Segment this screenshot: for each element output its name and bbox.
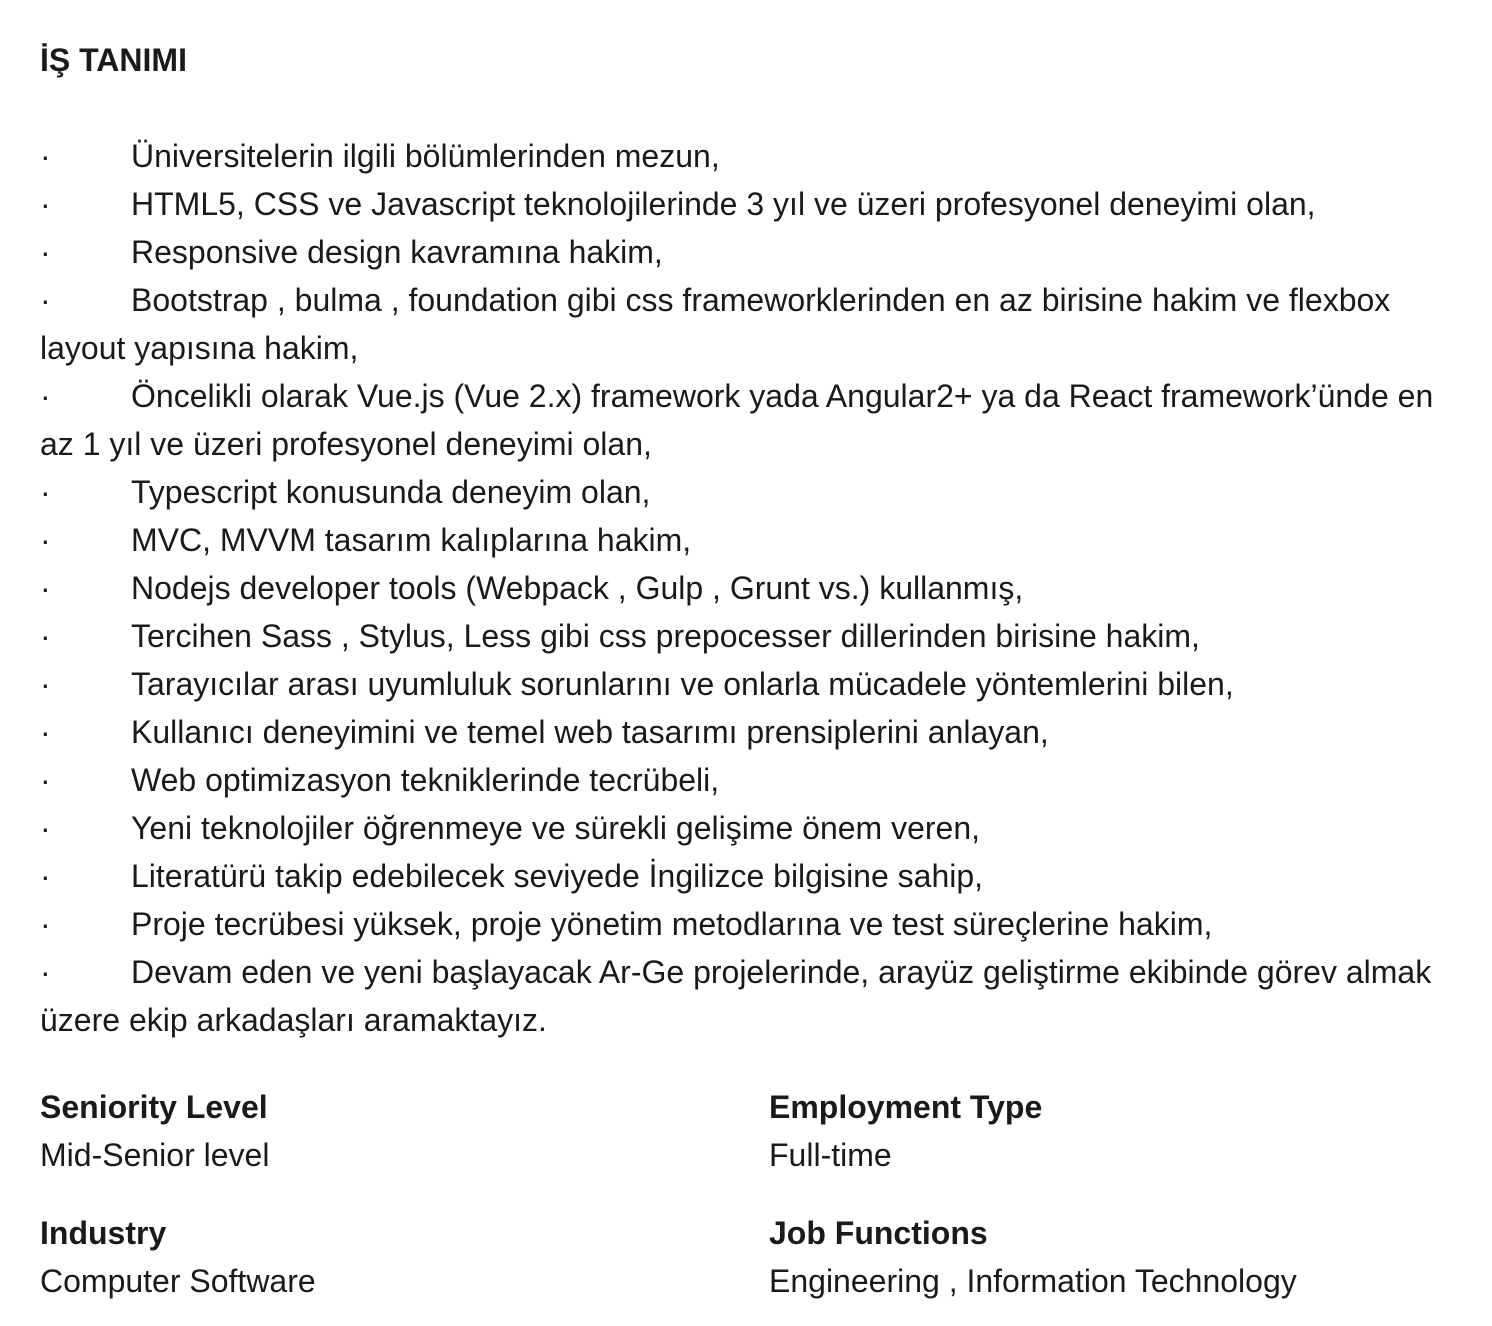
bullet-icon: · [40, 666, 51, 702]
seniority-level-label: Seniority Level [40, 1089, 268, 1125]
bullet-icon: · [40, 378, 51, 414]
list-item-text: Bootstrap , bulma , foundation gibi css frameworklerinden en az birisine hakim ve flexbox layout yapısına hakim, [40, 282, 1391, 366]
list-item-text: Tarayıcılar arası uyumluluk sorunlarını ve onlarla mücadele yöntemlerini bilen, [131, 666, 1234, 702]
list-item [40, 948, 1452, 1044]
list-item-text: Yeni teknolojiler öğrenmeye ve sürekli gelişime önem veren, [131, 810, 981, 846]
list-item [40, 612, 1452, 660]
list-item [40, 276, 1452, 372]
list-item-text: Devam eden ve yeni başlayacak Ar-Ge projelerinde, arayüz geliştirme ekibinde görev almak üzere ekip arkadaşları aramaktayız. [40, 954, 1432, 1038]
employment-type-value: Full-time [769, 1137, 892, 1173]
industry-label: Industry [40, 1215, 167, 1251]
section-title: İŞ TANIMI [40, 42, 187, 78]
bullet-icon: · [40, 138, 51, 174]
description-list [40, 132, 1452, 1044]
list-item [40, 708, 1452, 756]
list-item [40, 852, 1452, 900]
list-item-text: Tercihen Sass , Stylus, Less gibi css prepocesser dillerinden birisine hakim, [131, 618, 1200, 654]
seniority-level [40, 1083, 769, 1179]
bullet-icon: · [40, 858, 51, 894]
list-item-text: HTML5, CSS ve Javascript teknolojilerinde 3 yıl ve üzeri profesyonel deneyimi olan, [131, 186, 1316, 222]
bullet-icon: · [40, 234, 51, 270]
bullet-icon: · [40, 570, 51, 606]
list-item [40, 564, 1452, 612]
list-item-text: Responsive design kavramına hakim, [131, 234, 663, 270]
bullet-icon: · [40, 474, 51, 510]
industry-value: Computer Software [40, 1263, 316, 1299]
job-functions-label: Job Functions [769, 1215, 988, 1251]
employment-type-label: Employment Type [769, 1089, 1043, 1125]
bullet-icon: · [40, 810, 51, 846]
bullet-icon: · [40, 906, 51, 942]
seniority-level-value: Mid-Senior level [40, 1137, 270, 1173]
bullet-icon: · [40, 186, 51, 222]
bullet-icon: · [40, 618, 51, 654]
list-item-text: Öncelikli olarak Vue.js (Vue 2.x) framework yada Angular2+ ya da React framework’ünde en az 1 yıl ve üzeri profesyonel deneyimi olan, [40, 378, 1434, 462]
job-criteria [40, 1083, 1452, 1305]
list-item [40, 372, 1452, 468]
list-item [40, 516, 1452, 564]
bullet-icon: · [40, 762, 51, 798]
employment-type [769, 1083, 1452, 1179]
list-item [40, 804, 1452, 852]
industry [40, 1209, 769, 1305]
list-item [40, 468, 1452, 516]
job-functions-value: Engineering , Information Technology [769, 1263, 1297, 1299]
list-item-text: Nodejs developer tools (Webpack , Gulp , Grunt vs.) kullanmış, [131, 570, 1024, 606]
list-item-text: Literatürü takip edebilecek seviyede İngilizce bilgisine sahip, [131, 858, 984, 894]
list-item-text: Kullanıcı deneyimini ve temel web tasarımı prensiplerini anlayan, [131, 714, 1049, 750]
list-item [40, 180, 1452, 228]
bullet-icon: · [40, 714, 51, 750]
bullet-icon: · [40, 954, 51, 990]
list-item-text: Proje tecrübesi yüksek, proje yönetim metodlarına ve test süreçlerine hakim, [131, 906, 1213, 942]
list-item-text: Typescript konusunda deneyim olan, [131, 474, 651, 510]
list-item [40, 900, 1452, 948]
list-item-text: Üniversitelerin ilgili bölümlerinden mezun, [131, 138, 720, 174]
bullet-icon: · [40, 522, 51, 558]
bullet-icon: · [40, 282, 51, 318]
list-item [40, 132, 1452, 180]
list-item [40, 228, 1452, 276]
list-item [40, 660, 1452, 708]
list-item-text: MVC, MVVM tasarım kalıplarına hakim, [131, 522, 692, 558]
job-functions [769, 1209, 1452, 1305]
list-item-text: Web optimizasyon tekniklerinde tecrübeli, [131, 762, 720, 798]
list-item [40, 756, 1452, 804]
